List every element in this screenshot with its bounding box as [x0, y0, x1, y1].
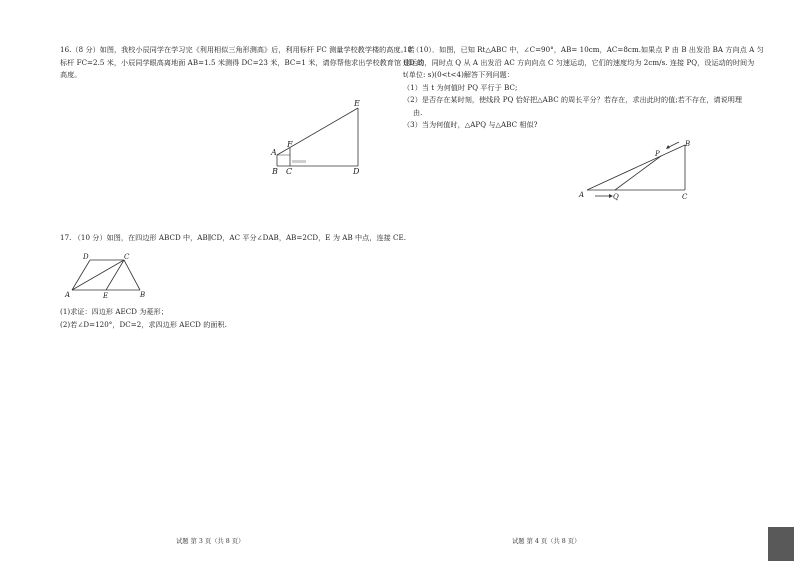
q18-figure [577, 138, 697, 208]
segment-CE [106, 260, 124, 290]
label-E: E [103, 292, 109, 300]
right-page [397, 0, 794, 561]
label-F: F [287, 140, 293, 149]
segment-PQ [615, 156, 661, 190]
label-A: A [65, 291, 71, 299]
label-B: B [685, 140, 691, 148]
side-AD [72, 260, 90, 290]
q18-sub2-line: （2）是否存在某时刻，使线段 PQ 恰好把△ABC 的周长平分？若存在，求出此时的值;若不存在，请说明理 [403, 95, 743, 104]
label-P: P [655, 150, 660, 158]
q18-sub3: （3）当为何值时，△APQ 与△ABC 相似? [403, 120, 538, 129]
question-17-parts [60, 306, 227, 331]
label-D: D [353, 167, 360, 176]
label-B: B [140, 291, 146, 299]
label-C: C [286, 167, 293, 176]
q18-sub2-line: 由. [413, 107, 423, 117]
q18-sub1: （1）当 t 为何值时 PQ 平行于 BC; [403, 82, 518, 92]
label-B: B [272, 167, 278, 176]
question-18-text [403, 44, 764, 132]
q18-line: 速运动，同时点 Q 从 A 出发沿 AC 方向向点 C 匀速运动，它们的速度均为 2cm/s. 连接 PQ，设运动的时间为 [403, 57, 755, 67]
question-16-text [60, 44, 424, 82]
hypotenuse-AB [587, 145, 685, 190]
q18-line: 18（10）．如图，已知 Rt△ABC 中，∠C=90°，AB= 10cm，AC=8cm.如果点 P 由 B 出发沿 BA 方向点 A 匀 [403, 45, 764, 54]
side-CB [124, 260, 140, 290]
left-footer: 试题 第 3 页（共 8 页） [176, 538, 245, 545]
q17-stem-line: 17. （10 分）如图，在四边形 ABCD 中，AB∥CD，AC 平分∠DAB，AB=2CD，E 为 AB 中点，连接 CE. [60, 233, 407, 242]
q17-figure [62, 250, 152, 300]
label-E: E [354, 99, 360, 108]
side-bar [768, 527, 794, 561]
shadow-mark [292, 160, 306, 163]
right-footer: 试题 第 4 页（共 8 页） [512, 538, 581, 545]
question-17-stem [60, 232, 406, 245]
q17-part2: (2)若∠D=120°，DC=2，求四边形 AECD 的面积. [60, 319, 227, 329]
diagonal-AC [72, 260, 124, 290]
label-A: A [579, 191, 585, 199]
q16-line: 高度。 [60, 70, 82, 79]
q16-line: 标杆 FC=2.5 米，小辰同学眼高离地面 AB=1.5 米测得 DC=23 米，BC=1 米，请你帮他求出学校教育馆 CD 的 [60, 57, 425, 67]
q16-figure [268, 98, 368, 178]
q18-line: t(单位: s)(0<t<4)解答下列问题： [403, 70, 514, 79]
arrow-P [669, 142, 679, 147]
q16-line: 16.（8 分）如图，我校小辰同学在学习完《利用相似三角形测高》后，利用标杆 FC 测量学校教学楼的高度。若 [60, 45, 415, 54]
label-C: C [124, 253, 130, 261]
q17-part1: (1)求证：四边形 AECD 为菱形； [60, 307, 168, 316]
label-Q: Q [613, 193, 619, 201]
label-C: C [682, 193, 688, 201]
label-A: A [271, 148, 277, 157]
label-D: D [83, 253, 89, 261]
